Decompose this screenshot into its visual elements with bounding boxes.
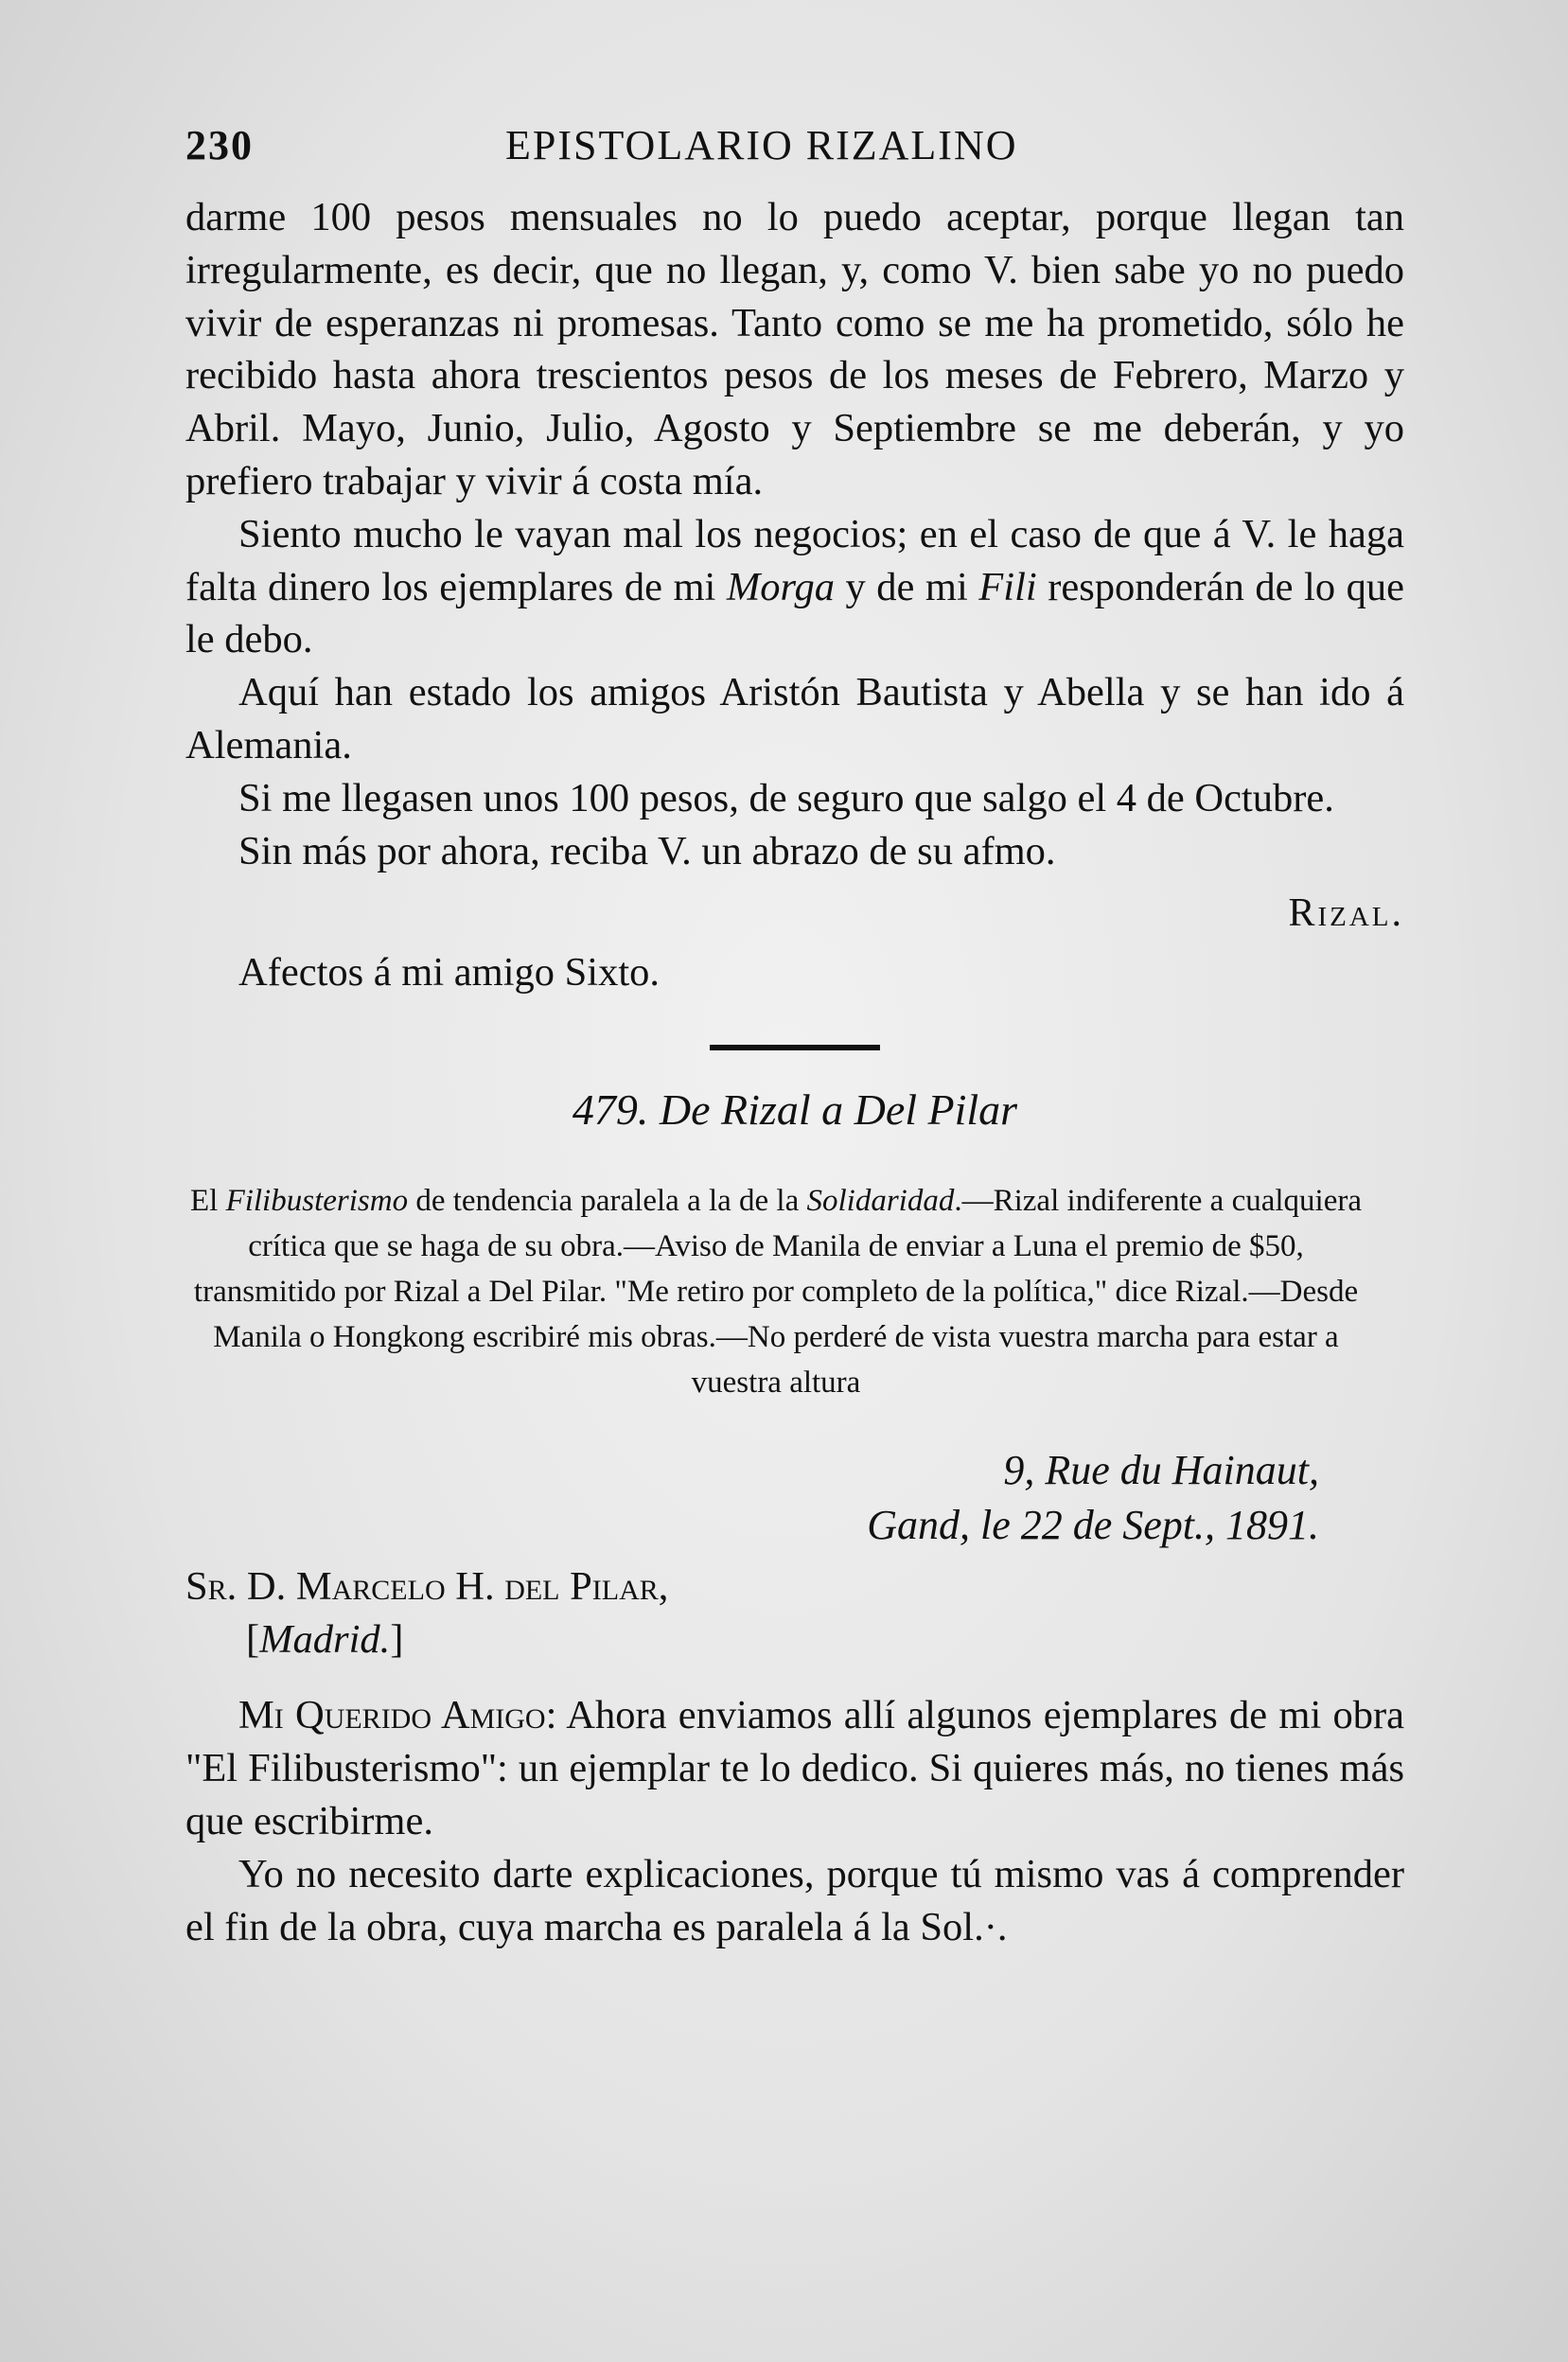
section-divider bbox=[710, 1045, 880, 1050]
paragraph: Siento mucho le vayan mal los negocios; en el caso de que á V. le haga falta dinero los ejemplares de mi Morga y de mi Fili responderán de lo que le debo. bbox=[185, 511, 1404, 662]
postscript: Afectos á mi amigo Sixto. bbox=[238, 950, 661, 996]
paragraph: Si me llegasen unos 100 pesos, de seguro que salgo el 4 de Octubre. bbox=[238, 775, 1334, 820]
italic-title-fili: Fili bbox=[978, 564, 1037, 609]
paragraph: Mi Querido Amigo: Ahora enviamos allí algunos ejemplares de mi obra "El Filibusterismo": un ejemplar te lo dedico. Si quieres más, no tienes más que escribirme. bbox=[185, 1693, 1404, 1843]
salutation: Mi Querido Amigo: bbox=[238, 1693, 557, 1738]
previous-letter-ending bbox=[185, 191, 1404, 877]
paragraph: Yo no necesito darte explicaciones, porque tú mismo vas á comprender el fin de la obra, cuya marcha es paralela á la Sol.·. bbox=[185, 1851, 1404, 1949]
dateline-address: 9, Rue du Hainaut, bbox=[1003, 1447, 1319, 1494]
paragraph: Sin más por ahora, reciba V. un abrazo de su afmo. bbox=[238, 828, 1056, 873]
recipient bbox=[185, 1560, 1404, 1666]
page-content bbox=[185, 106, 1404, 1953]
signature: Rizal. bbox=[1288, 891, 1404, 936]
letter-body bbox=[185, 1689, 1404, 1953]
dateline bbox=[185, 1443, 1319, 1553]
paragraph: darme 100 pesos mensuales no lo puedo aceptar, porque llegan tan irregularmente, es decir, que no llegan, y, como V. bien sabe yo no puedo vivir de esperanzas ni promesas. Tanto como se me ha prometido, sólo he recibido hasta ahora trescientos pesos de los meses de Febrero, Marzo y Abril. Mayo, Junio, Julio, Agosto y Septiembre se me deberán, y yo prefiero trabajar y vivir á costa mía. bbox=[185, 195, 1404, 503]
page-header bbox=[185, 106, 1404, 191]
letter-title: 479. De Rizal a Del Pilar bbox=[572, 1085, 1018, 1135]
italic-title-morga: Morga bbox=[726, 564, 835, 609]
running-head: EPISTOLARIO RIZALINO bbox=[505, 122, 1018, 168]
recipient-name: Sr. D. Marcelo H. del Pilar, bbox=[185, 1564, 669, 1610]
letter-summary: El Filibusterismo de tendencia paralela a la de la Solidaridad.—Rizal indiferente a cualquiera crítica que se haga de su obra.—Aviso de Manila de enviar a Luna el premio de $50, transmitido por Rizal a Del Pilar. "Me retiro por completo de la política," dice Rizal.—Desde Manila o Hongkong escribiré mis obras.—No perderé de vista vuestra marcha para estar a vuestra altura bbox=[189, 1184, 1362, 1401]
recipient-place: [Madrid.] bbox=[246, 1617, 404, 1663]
paragraph: Aquí han estado los amigos Aristón Bautista y Abella y se han ido á Alemania. bbox=[185, 670, 1404, 767]
dateline-date: Gand, le 22 de Sept., 1891. bbox=[867, 1502, 1319, 1549]
page-number: 230 bbox=[185, 122, 254, 168]
